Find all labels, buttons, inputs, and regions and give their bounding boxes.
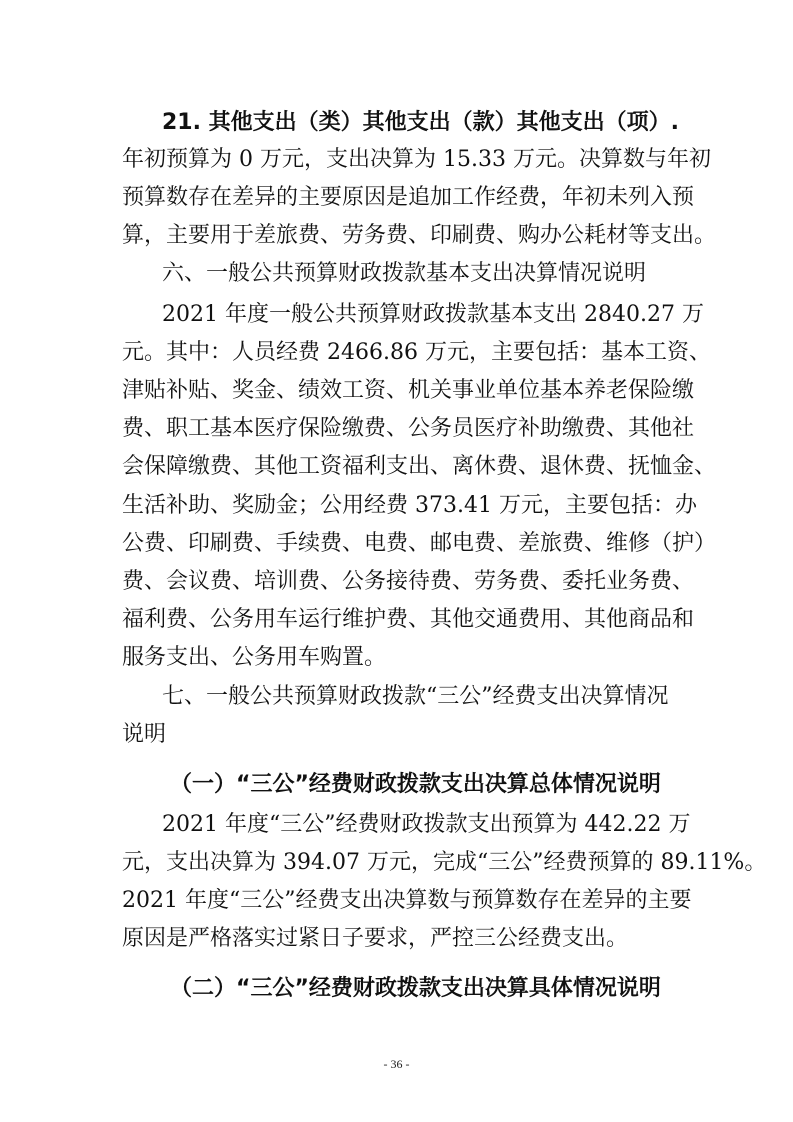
paragraph-line: 生活补助、奖励金；公用经费 373.41 万元，主要包括：办	[122, 493, 697, 518]
paragraph-line: 会保障缴费、其他工资福利支出、离休费、退休费、抚恤金、	[122, 454, 717, 479]
subsection-heading-two: （二）“三公”经费财政拨款支出决算具体情况说明	[170, 976, 661, 1001]
paragraph-line: 原因是严格落实过紧日子要求，严控三公经费支出。	[122, 926, 629, 951]
paragraph-line: 预算数存在差异的主要原因是追加工作经费，年初未列入预	[122, 185, 695, 210]
section-heading-six: 六、一般公共预算财政拨款基本支出决算情况说明	[162, 261, 647, 286]
subsection-heading-one: （一）“三公”经费财政拨款支出决算总体情况说明	[170, 772, 661, 797]
paragraph-line: 福利费、公务用车运行维护费、其他交通费用、其他商品和	[122, 607, 695, 632]
page-number: - 36 -	[383, 1057, 410, 1071]
paragraph-line: 年初预算为 0 万元，支出决算为 15.33 万元。决算数与年初	[122, 147, 711, 172]
paragraph-line: 2021 年度“三公”经费支出决算数与预算数存在差异的主要	[122, 888, 692, 913]
paragraph-line: 服务支出、公务用车购置。	[122, 645, 387, 670]
section-heading-seven: 七、一般公共预算财政拨款“三公”经费支出决算情况	[162, 684, 669, 709]
paragraph-line: 元，支出决算为 394.07 万元，完成“三公”经费预算的 89.11%。	[122, 850, 767, 875]
paragraph-line: 公费、印刷费、手续费、电费、邮电费、差旅费、维修（护）	[122, 531, 717, 556]
section-heading-seven-continued: 说明	[122, 722, 167, 747]
paragraph-line: 算，主要用于差旅费、劳务费、印刷费、购办公耗材等支出。	[122, 223, 717, 248]
paragraph-line: 元。其中：人员经费 2466.86 万元，主要包括：基本工资、	[122, 340, 711, 365]
paragraph-line: 2021 年度“三公”经费财政拨款支出预算为 442.22 万	[162, 812, 691, 837]
paragraph-line: 费、会议费、培训费、公务接待费、劳务费、委托业务费、	[122, 569, 695, 594]
paragraph-line: 费、职工基本医疗保险缴费、公务员医疗补助缴费、其他社	[122, 416, 695, 441]
paragraph-line: 津贴补贴、奖金、绩效工资、机关事业单位基本养老保险缴	[122, 378, 695, 403]
section-heading-item-21: 21. 其他支出（类）其他支出（款）其他支出（项）.	[162, 110, 679, 135]
paragraph-line: 2021 年度一般公共预算财政拨款基本支出 2840.27 万	[162, 302, 704, 327]
